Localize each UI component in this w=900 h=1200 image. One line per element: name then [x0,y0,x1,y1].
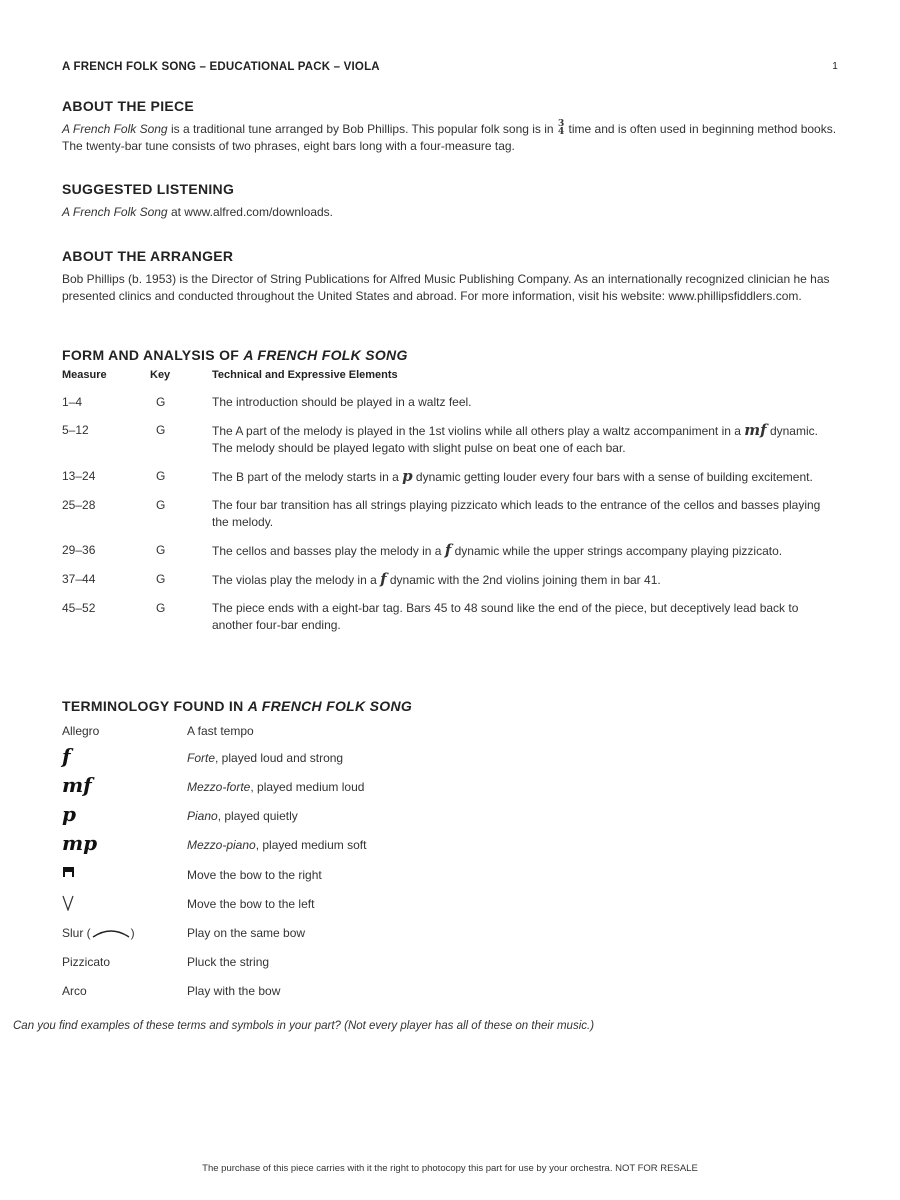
form-row-text: The A part of the melody is played in the 1st violins while all others play a waltz accompaniment in a [212,424,745,438]
form-row [62,394,838,422]
form-row [62,600,838,645]
term-description [187,955,269,969]
term-row [62,831,762,858]
time-signature [558,120,564,136]
form-row [62,571,838,600]
down-bow-icon [62,865,76,882]
form-row-elements [212,468,838,497]
dynamic-symbol: p [62,802,76,826]
form-row-key: G [156,423,166,437]
form-row-key: G [156,498,166,512]
term-row [62,744,762,771]
term-description [187,809,298,823]
form-row-measure: 29–36 [62,543,96,557]
term-description [187,984,280,998]
piece-title: A French Folk Song [62,122,168,136]
term-description-italic: Mezzo-forte [187,780,251,794]
col-key: Key [150,369,171,381]
term-row [62,773,762,800]
term-row [62,720,762,744]
terminology-heading-plain: TERMINOLOGY FOUND IN [62,698,248,714]
slur-label: Slur ( [62,926,91,940]
about-piece-text-1: is a traditional tune arranged by Bob Phillips. This popular folk song is in [167,122,557,136]
term-description-italic: Piano [187,809,218,823]
form-table-header [62,369,838,394]
term-name: Allegro [62,724,100,738]
footer-note: The purchase of this piece carries with it the right to photocopy this part for use by your orchestra. NOT FOR RESALE [202,1163,698,1174]
listening-url-text: at www.alfred.com/downloads. [167,205,334,219]
form-row-elements [212,542,838,571]
form-row-key: G [156,543,166,557]
running-header [62,61,838,73]
page-number: 1 [832,61,838,72]
about-piece-heading: ABOUT THE PIECE [62,98,195,114]
term-description-italic: Mezzo-piano [187,838,256,852]
form-row-text: The piece ends with a eight-bar tag. Bars 45 to 48 sound like the end of the piece, but deceptively lead back to another four-bar ending. [212,601,799,632]
term-description-text: , played medium loud [250,780,365,794]
form-row-measure: 37–44 [62,572,96,586]
dynamic-marking: f [444,541,452,559]
form-row-elements [212,571,838,600]
term-description [187,724,254,738]
form-row-text: The cellos and basses play the melody in a [212,544,445,558]
term-description [187,868,322,882]
dynamic-symbol: mp [62,831,98,855]
term-name: Arco [62,984,87,998]
slur-icon [91,926,131,940]
col-elements: Technical and Expressive Elements [212,369,398,381]
form-row-text: The B part of the melody starts in a [212,470,403,484]
term-description [187,838,366,852]
term-description-text: Move the bow to the left [187,897,315,911]
listening-heading: SUGGESTED LISTENING [62,181,235,197]
dynamic-marking: f [380,570,387,588]
terminology-heading [62,698,412,714]
form-row-elements [212,394,838,422]
arranger-text: Bob Phillips (b. 1953) is the Director of String Publications for Alfred Music Publishing Company. As an internationally recognized clinician he has presented clinics and conducted throughout the United States and abroad. For more information, visit his website: www.phillipsfiddlers.com. [62,272,830,303]
term-name: Pizzicato [62,955,111,969]
time-sig-top: 3 [557,118,565,129]
term-row [62,802,762,829]
term-row [62,980,762,1004]
form-row-measure: 45–52 [62,601,96,615]
form-row-measure: 1–4 [62,395,83,409]
question-text: Can you find examples of these terms and symbols in your part? (Not every player has all of these on their music.) [13,1020,595,1032]
form-heading-italic: A FRENCH FOLK SONG [243,347,408,363]
form-row-measure: 25–28 [62,498,96,512]
term-description [187,751,343,765]
form-row-text-cont: dynamic getting louder every four bars with a sense of building excitement. [412,470,813,484]
term-description-text: , played medium soft [255,838,367,852]
term-description [187,926,305,940]
about-piece-text [62,118,838,155]
about-piece-text-2: time and is often used in beginning method books. The twenty-bar tune consists of two phrases, eight bars long with a four-measure tag. [62,122,837,153]
form-heading [62,347,408,363]
form-table [62,369,838,645]
dynamic-marking: p [402,467,413,485]
dynamic-symbol: f [62,744,71,768]
up-bow-icon [62,895,74,914]
form-row-elements [212,422,838,468]
form-row-text-cont: dynamic while the upper strings accompany playing pizzicato. [451,544,783,558]
term-description-text: Pluck the string [187,955,270,969]
form-row [62,542,838,571]
term-description [187,897,314,911]
term-description-text: , played quietly [217,809,298,823]
time-sig-bottom: 4 [557,126,565,137]
arranger-heading: ABOUT THE ARRANGER [62,248,234,264]
form-row-elements [212,497,838,542]
form-row-text-cont: dynamic. The melody should be played legato with slight pulse on beat one of each bar. [212,424,818,455]
form-row-key: G [156,572,166,586]
form-row-text: The four bar transition has all strings playing pizzicato which leads to the entrance of the cellos and basses playing the melody. [212,498,821,529]
form-row [62,468,838,497]
form-row [62,497,838,542]
terminology-heading-italic: A FRENCH FOLK SONG [247,698,413,714]
term-description-text: A fast tempo [187,724,254,738]
term-row [62,951,762,975]
form-row-key: G [156,395,166,409]
form-row-text: The violas play the melody in a [212,573,381,587]
term-description-italic: Forte [187,751,216,765]
term-description-text: Play with the bow [187,984,281,998]
term-row [62,922,762,946]
term-description-text: , played loud and strong [215,751,344,765]
form-row [62,422,838,468]
term-description-text: Move the bow to the right [187,868,322,882]
dynamic-marking: mf [744,421,767,439]
term-row [62,864,762,888]
form-row-measure: 5–12 [62,423,89,437]
listening-title: A French Folk Song [62,205,168,219]
listening-text [62,204,838,221]
slur-term [62,926,135,940]
dynamic-symbol: mf [62,773,92,797]
form-row-text-cont: dynamic with the 2nd violins joining them in bar 41. [386,573,661,587]
slur-label-end: ) [130,926,135,940]
form-row-text: The introduction should be played in a waltz feel. [212,395,472,409]
form-row-measure: 13–24 [62,469,96,483]
form-row-elements [212,600,838,645]
form-row-key: G [156,469,166,483]
term-row [62,893,762,917]
term-description-text: Play on the same bow [187,926,306,940]
form-row-key: G [156,601,166,615]
form-heading-plain: FORM AND ANALYSIS OF [62,347,244,363]
term-description [187,780,364,794]
col-measure: Measure [62,369,107,381]
header-title: A FRENCH FOLK SONG – EDUCATIONAL PACK – VIOLA [62,61,380,73]
